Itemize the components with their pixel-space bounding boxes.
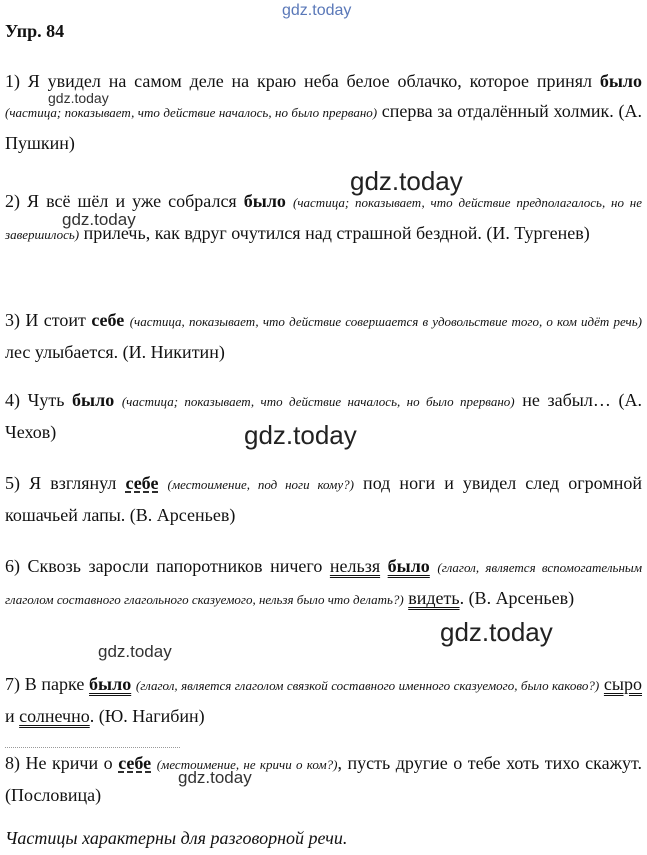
watermark-2: gdz.today — [350, 166, 463, 196]
word-sebe: себе — [118, 753, 152, 773]
watermark-7: gdz.today — [178, 768, 252, 787]
sentence-2: 2) Я всё шёл и уже собрался было (частица; показывает, что действие предполагалось, но не завершилось) прилечь, как вдруг очутился над страшной бездной. (И. Тургенев) — [5, 191, 642, 243]
sentence-8: 8) Не кричи о себе (местоимение, не кричи о ком?), пусть другие о тебе хоть тихо скажут. (Пословица) — [5, 753, 643, 805]
sentence-3: 3) И стоит себе (частица, показывает, что действие совершается в удовольствие того, о ком идёт речь) лес улыбается. (И. Никитин) — [5, 310, 642, 362]
sentence-6: 6) Сквозь заросли папоротников ничего нельзя было (глагол, является вспомогательным глаголом составного глагольного сказуемого, нельзя было что делать?) видеть. (В. Арсеньев) — [5, 556, 643, 608]
sentence-7: 7) В парке было (глагол, является глаголом связкой составного именного сказуемого, было каково?) сыро и солнечно. (Ю. Нагибин) — [5, 674, 643, 726]
watermark-3: gdz.today — [62, 210, 136, 229]
word-nelzya: нельзя — [329, 556, 381, 576]
word-sebe: себе — [125, 473, 159, 493]
word-bylo: было — [72, 390, 115, 410]
note-8: (местоимение, не кричи о ком?) — [156, 757, 338, 772]
note-5: (местоимение, под ноги кому?) — [167, 477, 354, 492]
watermark-top: gdz.today — [282, 2, 352, 19]
word-solnechno: солнечно — [19, 706, 90, 726]
note-2: (частица; показывает, что действие предполагалось, но не завершилось) — [5, 195, 642, 242]
exercise-title: Упр. 84 — [5, 21, 65, 41]
word-bylo: было — [387, 556, 430, 576]
note-4: (частица; показывает, что действие началось, но было прервано) — [121, 394, 515, 409]
conclusion-note: Частицы характерны для разговорной речи. — [5, 828, 348, 848]
watermark-1: gdz.today — [48, 90, 109, 106]
note-6: (глагол, является вспомогательным глаголом составного глагольного сказуемого, нельзя было что делать?) — [5, 560, 643, 607]
note-3: (частица, показывает, что действие совершается в удовольствие того, о ком идёт речь) — [129, 314, 642, 329]
watermark-5: gdz.today — [440, 617, 553, 647]
word-bylo: было — [243, 191, 286, 211]
note-1: (частица; показывает, что действие началось, но было прервано) — [5, 105, 378, 120]
word-bylo: было — [599, 71, 642, 91]
watermark-6: gdz.today — [98, 642, 172, 661]
word-sebe: себе — [91, 310, 125, 330]
watermark-4: gdz.today — [244, 420, 357, 450]
word-bylo: было — [89, 674, 132, 694]
sentence-1: 1) Я увидел на самом деле на краю неба белое облачко, которое принял было (частица; показывает, что действие началось, но было прервано) сперва за отдалённый холмик. (А. Пушкин) — [5, 71, 642, 153]
word-syro: сыро — [603, 674, 643, 694]
note-7: (глагол, является глаголом связкой составного именного сказуемого, было каково?) — [135, 678, 600, 693]
word-videt: видеть — [408, 588, 460, 608]
sentence-5: 5) Я взглянул себе (местоимение, под ноги кому?) под ноги и увидел след огромной кошачьей лапы. (В. Арсеньев) — [5, 473, 642, 525]
sentence-4: 4) Чуть было (частица; показывает, что действие началось, но было прервано) не забыл… (А. Чехов) — [5, 390, 642, 442]
